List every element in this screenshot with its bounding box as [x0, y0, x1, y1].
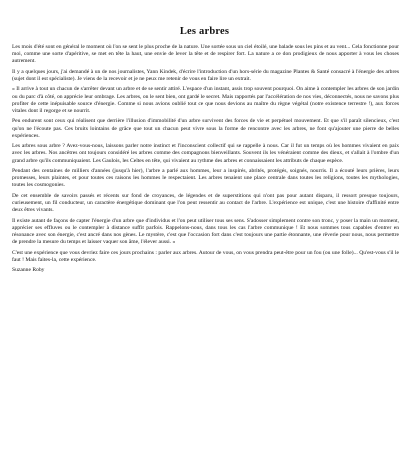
paragraph-quote-2: Peu endurent sont ceux qui réalisent que derrière l'illusion d'immobilité d'un arbre survivent des forces de vie et perpétuel mouvement. Et que s'il paraît silencieux, c'est qu'on ne l'écoute pas. Ces bruits lointains de grâce que tout un chacun peut vivre sous la forme de rencontre avec les arbres, ne font qu'ajouter une pierre de belles expériences. — [12, 118, 399, 139]
paragraph-quote-6: Il existe autant de façons de capter l'énergie d'un arbre que d'individus et l'on peut utiliser tous ses sens. S'adosser simplement contre son tronc, y poser la main un moment, apprécier ses effluves ou le contempler à distance suffit parfois. Rappelons-nous, dans tous les cas l'arbre communique ! Et nous sommes tous capables d'entrer en résonance avec son énergie, c'est ancré dans nos gènes. Le mystère, c'est que l'occasion fort dans c'est toujours une partie étonnante, une rêverie pour nous, nous permettre de prendre la mesure du temps et laisser vaquer son âme, l'élever aussi. » — [12, 217, 399, 246]
paragraph-closing: C'est une expérience que vous devriez faire ces jours prochains : parler aux arbres. Autour de vous, on vous prendra peut-être pour un fou (ou une folle)... Qu'est-vous s'il le faut ! Mais faites-la, cette expérience. — [12, 249, 399, 263]
paragraph-quote-4: Pendant des centaines de milliers d'années (jusqu'à hier), l'arbre a parlé aux hommes, leur a inspirés, abrités, protégés, soignés, nourris. Il a écouté leurs prières, leurs promesses, leurs plaintes, et pour toutes ces raisons les hommes le respectaient. Les arbres tenaient une place centrale dans toutes les religions, toutes les mythologies, toutes les cosmogonies. — [12, 167, 399, 189]
author-signature: Suzanne Roby — [12, 267, 45, 274]
paragraph-quote-1: « Il arrive à tout un chacun de s'arrêter devant un arbre et de se sentir attiré. L'espace d'un instant, assis trop souvent pourquoi. On aime à contempler les arbres de son jardin ou du parc d'à côté, on apprécie leur ombrage. Les arbres, on le sent bien, ont gardé le secret. Mais rapportés par l'accélération de nos vies, déconnectés, nous ne savons plus profiter de cette inépuisable source d'énergie. Comme si nous avions oublié tout ce que nous devions au maître du règne végétal (notre existence terrestre !), aux forces vitales dont il regorge et se nourrit. — [12, 86, 399, 114]
paragraph-quote-5: De cet ensemble de savoirs passés et récents sur fond de croyances, de légendes et de superstitions qui n'ont pas pour autant disparu, il ressort presque toujours, curieusement, un fil conducteur, un caractère énergétique dominant que l'on peut ressentir au contact de l'arbre. L'expérience est unique, c'est une histoire d'affinité entre deux êtres vivants. — [12, 192, 399, 214]
document-title: Les arbres — [179, 26, 230, 37]
paragraph-quote-3: Les arbres sous arbre ? Avez-vous-nous, laissons parler notre instinct et l'inconscient collectif qui se rappelle à nous. Car il fut un temps où les hommes vivaient en paix avec les arbres. Nos ancêtres ont toujours considéré les arbres comme des compagnons bienveillants. Souvent ils les vénéraient comme des dieux, et s'allait à l'ombre d'un grand arbre qu'ils communiquaient. Les Gaulois, les Celtes en tête, qui vivaient au rythme des arbres et connaissaient les attributs de chaque espèce. — [12, 143, 399, 164]
paragraph-intro: Les mois d'été sont en général le moment où l'on se sent le plus proche de la nature. Une sortée sous un ciel étoilé, une balade sous les pins et au vent... Cela fonctionne pour moi, comme une sorte d'apéritive, se met en tête la haut, une envie de lever la tête et de respirer fort. La nature a ce don prodigieux de nous apporter à vous les choses autrement. — [12, 44, 399, 65]
document-body — [12, 44, 399, 278]
paragraph-journalist: Il y a quelques jours, j'ai demandé à un de nos journalistes, Yann Kindek, d'écrire l'introduction d'un hors-série du magazine Plantes & Santé consacré à l'énergie des arbres (sujet dont il est spécialiste). Je viens de la recevoir et je ne peux me retenir de vous en faire lire un extrait. — [12, 68, 399, 82]
